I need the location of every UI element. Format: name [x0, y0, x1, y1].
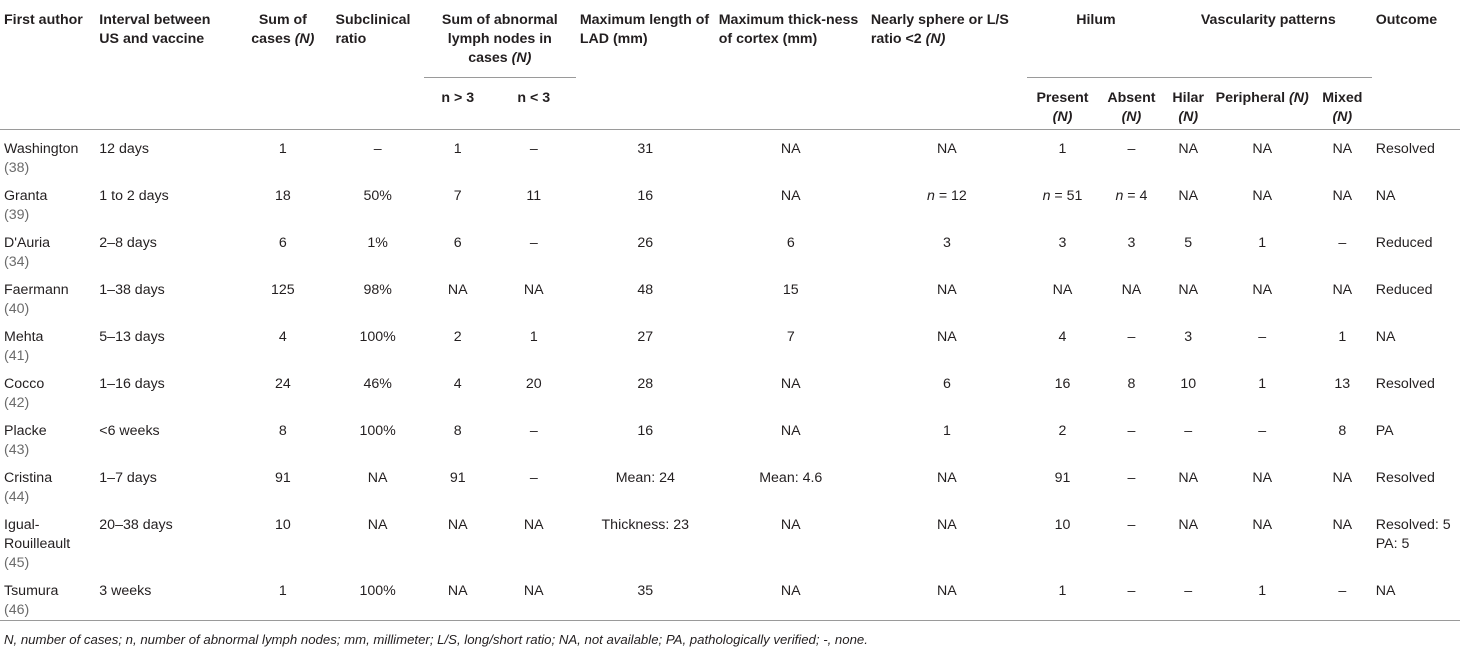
table-row — [0, 272, 1460, 319]
table-footnote: N, number of cases; n, number of abnormal lymph nodes; mm, millimeter; L/S, long/short ratio; NA, not available; PA, pathologically verified; -, none. — [0, 621, 1460, 649]
hilum-present-cell: 3 — [1027, 225, 1098, 272]
n-gt3-cell: 6 — [424, 225, 492, 272]
author-name: Tsumura — [4, 583, 58, 599]
subclinical-cell: 100% — [332, 319, 424, 366]
n-lt3-cell: NA — [492, 507, 576, 573]
subclinical-cell: 46% — [332, 366, 424, 413]
sum-cases-cell: 1 — [234, 130, 331, 179]
interval-cell: 2–8 days — [95, 225, 234, 272]
author-name: D'Auria — [4, 235, 50, 251]
hilum-absent-cell: – — [1098, 460, 1165, 507]
hilum-present-cell: 10 — [1027, 507, 1098, 573]
sphere-cell: 1 — [867, 413, 1027, 460]
reference-number: (45) — [4, 555, 29, 571]
sphere-cell: NA — [867, 130, 1027, 179]
header-n-gt3: n > 3 — [424, 78, 492, 130]
max-thickness-cell: NA — [715, 507, 867, 573]
table-row — [0, 366, 1460, 413]
outcome-cell: NA — [1372, 573, 1460, 621]
author-name: Washington — [4, 141, 78, 157]
reference-number: (34) — [4, 254, 29, 270]
max-thickness-cell: 6 — [715, 225, 867, 272]
sphere-cell: NA — [867, 319, 1027, 366]
author-cell — [0, 225, 95, 272]
outcome-cell: Reduced — [1372, 272, 1460, 319]
mixed-cell: NA — [1313, 272, 1372, 319]
author-cell — [0, 460, 95, 507]
max-length-cell: 28 — [576, 366, 715, 413]
max-length-cell: Mean: 24 — [576, 460, 715, 507]
subclinical-cell: 98% — [332, 272, 424, 319]
header-hilum: Hilum — [1027, 0, 1165, 78]
hilar-cell: NA — [1165, 460, 1212, 507]
max-thickness-cell: NA — [715, 130, 867, 179]
outcome-cell: Resolved: 5 PA: 5 — [1372, 507, 1460, 573]
n-gt3-cell: 1 — [424, 130, 492, 179]
table-body — [0, 130, 1460, 621]
mixed-cell: – — [1313, 573, 1372, 621]
mixed-cell: NA — [1313, 130, 1372, 179]
header-absent: Absent (N) — [1098, 78, 1165, 130]
author-cell — [0, 366, 95, 413]
sum-cases-cell: 91 — [234, 460, 331, 507]
max-thickness-cell: NA — [715, 573, 867, 621]
hilum-absent-cell: – — [1098, 413, 1165, 460]
hilum-present-cell: n = 51 — [1027, 178, 1098, 225]
header-hilar: Hilar (N) — [1165, 78, 1212, 130]
hilum-present-cell: 2 — [1027, 413, 1098, 460]
hilum-absent-cell: NA — [1098, 272, 1165, 319]
n-gt3-cell: 91 — [424, 460, 492, 507]
n-gt3-cell: 4 — [424, 366, 492, 413]
peripheral-cell: 1 — [1212, 573, 1313, 621]
reference-number: (42) — [4, 395, 29, 411]
mixed-cell: 13 — [1313, 366, 1372, 413]
header-present: Present (N) — [1027, 78, 1098, 130]
sphere-cell: NA — [867, 460, 1027, 507]
sphere-cell: 6 — [867, 366, 1027, 413]
subclinical-cell: 100% — [332, 413, 424, 460]
hilum-present-cell: 91 — [1027, 460, 1098, 507]
interval-cell: 12 days — [95, 130, 234, 179]
reference-number: (46) — [4, 602, 29, 618]
n-gt3-cell: 7 — [424, 178, 492, 225]
sum-cases-cell: 10 — [234, 507, 331, 573]
hilum-present-cell: 1 — [1027, 573, 1098, 621]
sphere-cell: 3 — [867, 225, 1027, 272]
hilar-cell: – — [1165, 573, 1212, 621]
max-thickness-cell: 15 — [715, 272, 867, 319]
max-length-cell: 35 — [576, 573, 715, 621]
peripheral-cell: NA — [1212, 272, 1313, 319]
author-name: Igual-Rouilleault — [4, 517, 70, 552]
reference-number: (38) — [4, 160, 29, 176]
max-thickness-cell: NA — [715, 178, 867, 225]
n-lt3-cell: NA — [492, 272, 576, 319]
author-name: Cocco — [4, 376, 44, 392]
header-sum-abnormal: Sum of abnormal lymph nodes in cases (N) — [424, 0, 576, 78]
mixed-cell: NA — [1313, 507, 1372, 573]
peripheral-cell: NA — [1212, 460, 1313, 507]
max-length-cell: 26 — [576, 225, 715, 272]
reference-number: (39) — [4, 207, 29, 223]
outcome-cell: NA — [1372, 178, 1460, 225]
mixed-cell: – — [1313, 225, 1372, 272]
max-length-cell: 31 — [576, 130, 715, 179]
outcome-cell: PA — [1372, 413, 1460, 460]
author-name: Granta — [4, 188, 47, 204]
peripheral-cell: – — [1212, 413, 1313, 460]
n-lt3-cell: – — [492, 130, 576, 179]
header-first-author: First author — [0, 0, 95, 130]
subclinical-cell: 50% — [332, 178, 424, 225]
reference-number: (44) — [4, 489, 29, 505]
mixed-cell: 1 — [1313, 319, 1372, 366]
subclinical-cell: – — [332, 130, 424, 179]
subclinical-cell: 1% — [332, 225, 424, 272]
outcome-cell: Resolved — [1372, 460, 1460, 507]
interval-cell: 1–38 days — [95, 272, 234, 319]
hilum-present-cell: 4 — [1027, 319, 1098, 366]
sphere-cell: NA — [867, 507, 1027, 573]
header-vascularity: Vascularity patterns — [1165, 0, 1372, 78]
n-lt3-cell: – — [492, 225, 576, 272]
max-thickness-cell: Mean: 4.6 — [715, 460, 867, 507]
peripheral-cell: NA — [1212, 178, 1313, 225]
interval-cell: 1–16 days — [95, 366, 234, 413]
hilum-present-cell: 16 — [1027, 366, 1098, 413]
interval-cell: 3 weeks — [95, 573, 234, 621]
author-name: Faermann — [4, 282, 69, 298]
peripheral-cell: 1 — [1212, 225, 1313, 272]
hilar-cell: NA — [1165, 178, 1212, 225]
max-thickness-cell: NA — [715, 413, 867, 460]
header-subclinical: Subclinical ratio — [332, 0, 424, 130]
author-cell — [0, 573, 95, 621]
n-lt3-cell: NA — [492, 573, 576, 621]
n-lt3-cell: 11 — [492, 178, 576, 225]
table-row — [0, 413, 1460, 460]
n-gt3-cell: 2 — [424, 319, 492, 366]
sum-cases-cell: 125 — [234, 272, 331, 319]
max-length-cell: 48 — [576, 272, 715, 319]
hilum-absent-cell: 3 — [1098, 225, 1165, 272]
author-cell — [0, 413, 95, 460]
max-thickness-cell: NA — [715, 366, 867, 413]
author-cell — [0, 319, 95, 366]
hilum-absent-cell: 8 — [1098, 366, 1165, 413]
hilum-absent-cell: – — [1098, 507, 1165, 573]
table-row — [0, 130, 1460, 179]
header-max-thickness: Maximum thick-ness of cortex (mm) — [715, 0, 867, 130]
hilum-present-cell: 1 — [1027, 130, 1098, 179]
author-name: Cristina — [4, 470, 52, 486]
sum-cases-cell: 4 — [234, 319, 331, 366]
header-mixed: Mixed (N) — [1313, 78, 1372, 130]
interval-cell: 5–13 days — [95, 319, 234, 366]
n-gt3-cell: NA — [424, 272, 492, 319]
sum-cases-cell: 18 — [234, 178, 331, 225]
header-sum-cases: Sum of cases (N) — [234, 0, 331, 130]
n-lt3-cell: 1 — [492, 319, 576, 366]
hilar-cell: 3 — [1165, 319, 1212, 366]
max-thickness-cell: 7 — [715, 319, 867, 366]
interval-cell: 1 to 2 days — [95, 178, 234, 225]
table-row — [0, 573, 1460, 621]
header-sphere: Nearly sphere or L/S ratio <2 (N) — [867, 0, 1027, 130]
subclinical-cell: NA — [332, 507, 424, 573]
subclinical-cell: 100% — [332, 573, 424, 621]
sum-cases-cell: 1 — [234, 573, 331, 621]
hilar-cell: 10 — [1165, 366, 1212, 413]
header-max-length: Maximum length of LAD (mm) — [576, 0, 715, 130]
author-cell — [0, 272, 95, 319]
mixed-cell: NA — [1313, 460, 1372, 507]
mixed-cell: NA — [1313, 178, 1372, 225]
subclinical-cell: NA — [332, 460, 424, 507]
peripheral-cell: NA — [1212, 507, 1313, 573]
hilar-cell: – — [1165, 413, 1212, 460]
table-row — [0, 178, 1460, 225]
hilum-present-cell: NA — [1027, 272, 1098, 319]
peripheral-cell: NA — [1212, 130, 1313, 179]
n-gt3-cell: NA — [424, 507, 492, 573]
peripheral-cell: 1 — [1212, 366, 1313, 413]
n-lt3-cell: 20 — [492, 366, 576, 413]
author-cell — [0, 507, 95, 573]
peripheral-cell: – — [1212, 319, 1313, 366]
sphere-cell: NA — [867, 272, 1027, 319]
sphere-cell: NA — [867, 573, 1027, 621]
table-header — [0, 0, 1460, 130]
author-name: Placke — [4, 423, 47, 439]
author-cell — [0, 178, 95, 225]
outcome-cell: Resolved — [1372, 366, 1460, 413]
interval-cell: 20–38 days — [95, 507, 234, 573]
max-length-cell: 16 — [576, 413, 715, 460]
sum-cases-cell: 6 — [234, 225, 331, 272]
author-cell — [0, 130, 95, 179]
max-length-cell: 16 — [576, 178, 715, 225]
n-lt3-cell: – — [492, 460, 576, 507]
hilum-absent-cell: – — [1098, 319, 1165, 366]
table-row — [0, 507, 1460, 573]
hilar-cell: NA — [1165, 130, 1212, 179]
max-length-cell: Thickness: 23 — [576, 507, 715, 573]
interval-cell: 1–7 days — [95, 460, 234, 507]
reference-number: (43) — [4, 442, 29, 458]
outcome-cell: NA — [1372, 319, 1460, 366]
n-gt3-cell: NA — [424, 573, 492, 621]
n-gt3-cell: 8 — [424, 413, 492, 460]
table-row — [0, 225, 1460, 272]
outcome-cell: Reduced — [1372, 225, 1460, 272]
header-outcome: Outcome — [1372, 0, 1460, 130]
sum-cases-cell: 24 — [234, 366, 331, 413]
reference-number: (40) — [4, 301, 29, 317]
mixed-cell: 8 — [1313, 413, 1372, 460]
max-length-cell: 27 — [576, 319, 715, 366]
header-peripheral: Peripheral (N) — [1212, 78, 1313, 130]
hilum-absent-cell: – — [1098, 130, 1165, 179]
table-row — [0, 319, 1460, 366]
hilar-cell: NA — [1165, 507, 1212, 573]
reference-number: (41) — [4, 348, 29, 364]
hilum-absent-cell: n = 4 — [1098, 178, 1165, 225]
n-lt3-cell: – — [492, 413, 576, 460]
outcome-cell: Resolved — [1372, 130, 1460, 179]
hilar-cell: NA — [1165, 272, 1212, 319]
sum-cases-cell: 8 — [234, 413, 331, 460]
author-name: Mehta — [4, 329, 43, 345]
sphere-cell: n = 12 — [867, 178, 1027, 225]
hilum-absent-cell: – — [1098, 573, 1165, 621]
hilar-cell: 5 — [1165, 225, 1212, 272]
header-n-lt3: n < 3 — [492, 78, 576, 130]
interval-cell: <6 weeks — [95, 413, 234, 460]
header-interval: Interval between US and vaccine — [95, 0, 234, 130]
table-row — [0, 460, 1460, 507]
